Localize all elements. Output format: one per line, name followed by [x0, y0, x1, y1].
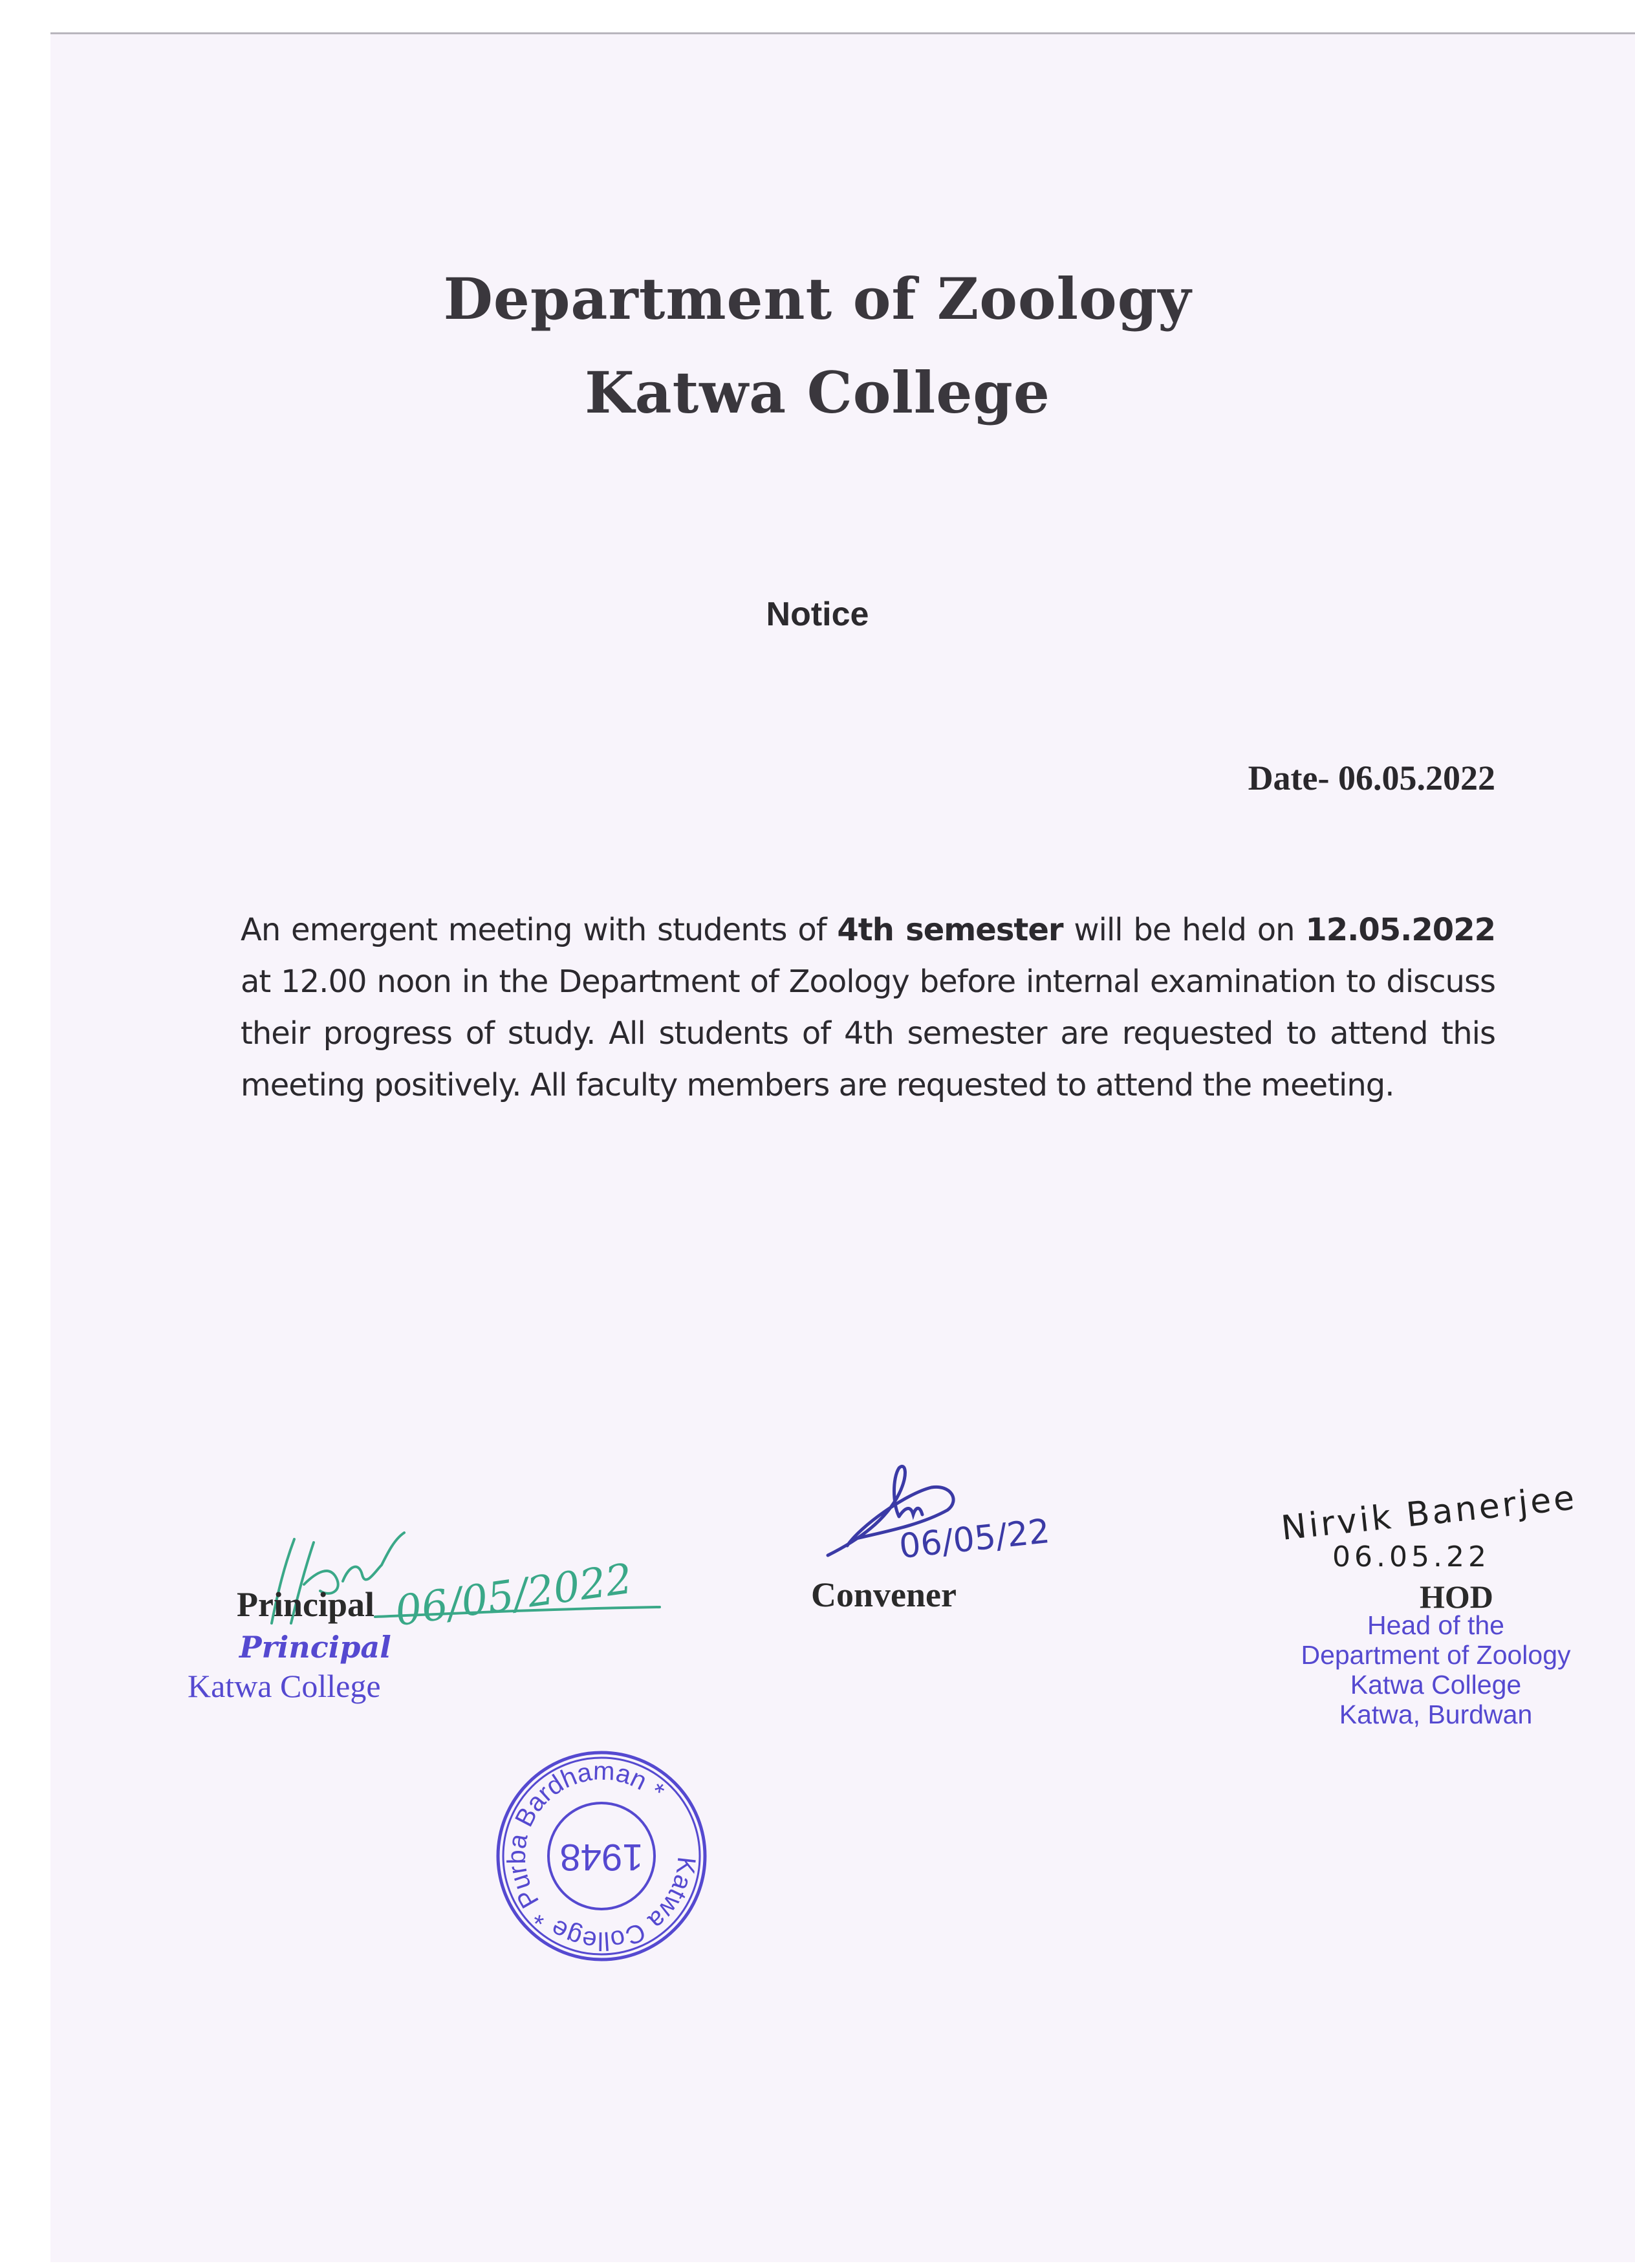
body-part-1: An emergent meeting with students of	[241, 912, 838, 948]
notice-heading: Notice	[766, 596, 869, 633]
convener-label: Convener	[811, 1575, 957, 1614]
department-title: Department of Zoology	[443, 265, 1192, 332]
college-title: Katwa College	[585, 359, 1050, 426]
seal-outer-text-path: Katwa College * Purba Bardhaman *	[502, 1756, 701, 1956]
hod-signature-block	[1261, 1478, 1623, 1759]
notice-date: Date- 06.05.2022	[1248, 759, 1495, 797]
principal-label: Principal	[237, 1585, 374, 1624]
semester-highlight: 4th semester	[837, 912, 1063, 948]
hod-handwritten-name: Nirvik Banerjee	[1279, 1478, 1579, 1548]
hod-stamp-line: Department of Zoology	[1301, 1640, 1571, 1670]
seal-graphic	[492, 1746, 711, 1966]
convener-signature-block	[802, 1455, 1125, 1630]
meeting-date-highlight: 12.05.2022	[1305, 912, 1495, 948]
hod-stamp-line: Head of the	[1367, 1610, 1504, 1640]
convener-handwritten-date: 06/05/22	[897, 1511, 1052, 1567]
principal-stamp-title: Principal	[239, 1630, 391, 1665]
hod-stamp-line: Katwa College	[1350, 1670, 1522, 1700]
seal-center-year: 1948	[559, 1836, 644, 1878]
body-part-2: will be held on	[1063, 912, 1306, 948]
notice-body	[241, 904, 1495, 1111]
principal-signature-block	[181, 1526, 698, 1707]
hod-stamp-line: Katwa, Burdwan	[1339, 1700, 1533, 1729]
hod-label: HOD	[1420, 1579, 1493, 1615]
college-seal	[492, 1746, 711, 1966]
hod-handwritten-date: 06.05.22	[1332, 1540, 1490, 1573]
principal-handwritten-date: 06/05/2022	[392, 1555, 636, 1636]
body-part-3: at 12.00 noon in the Department of Zoology before internal examination to discuss their progress of study. All students of 4th semester are requested to attend this meeting positively. All faculty members are requested to attend the meeting.	[241, 964, 1495, 1103]
hod-stamp	[1261, 1610, 1610, 1729]
principal-stamp-college: Katwa College	[188, 1668, 381, 1704]
